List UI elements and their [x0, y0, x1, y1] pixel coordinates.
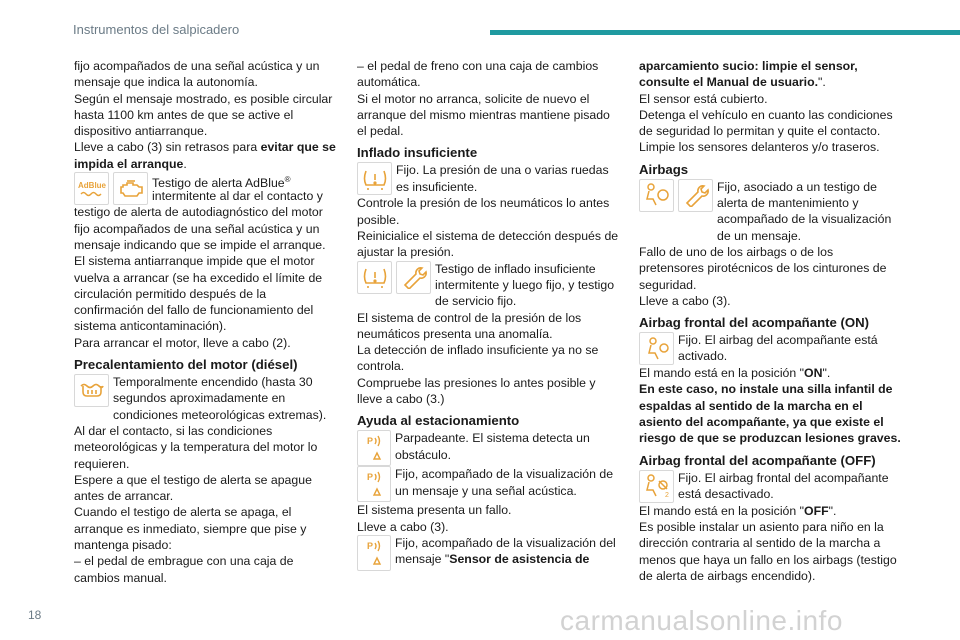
icon-group [357, 162, 392, 195]
tyre-fault-row [357, 261, 619, 310]
icon-group [357, 430, 391, 466]
parking-row-3 [357, 535, 619, 571]
icon-group [357, 535, 391, 571]
paragraph: – el pedal de embrague con una caja de cambios manual. [74, 554, 294, 585]
text: . [183, 156, 187, 171]
passenger-airbag-on-icon [639, 332, 674, 365]
paragraph: Cuando el testigo de alerta se apaga, el arranque es inmediato, siempre que pise y mantenga pisado: [74, 505, 307, 553]
paragraph: El sistema antiarranque impide que el motor vuelva a arrancar (se ha excedido el límite de circulación permitido después de la confirmación del fallo de funcionamiento del sistema anticontaminación). [74, 254, 323, 334]
adblue-icon [74, 172, 109, 205]
tyre-pressure-icon [357, 261, 392, 294]
paragraph: Al dar el contacto, si las condiciones meteorológicas y la temperatura del motor lo requieren. [74, 423, 318, 471]
bold-text: ON [804, 366, 823, 381]
section-heading: Inflado insuficiente [357, 145, 478, 161]
column-1 [74, 58, 336, 586]
airbag-off-row [639, 470, 901, 503]
paragraph: La detección de inflado insuficiente ya no se controla. [357, 343, 599, 374]
tyre-pressure-icon [357, 162, 392, 195]
paragraph: El sistema presenta un fallo. [357, 503, 512, 518]
icon-group [357, 261, 431, 294]
parking-sensor-icon [357, 430, 391, 466]
icon-group [639, 179, 713, 212]
airbag-row [639, 179, 901, 244]
paragraph [639, 58, 901, 91]
parking-description: Parpadeante. El sistema detecta un obstáculo. [395, 431, 590, 462]
passenger-airbag-off-icon [639, 470, 674, 503]
tyre-pressure-row [357, 162, 619, 195]
text: ". [822, 366, 831, 381]
section-heading: Airbags [639, 161, 689, 177]
paragraph: – el pedal de freno con una caja de cambios automática. [357, 59, 599, 90]
paragraph: Si el motor no arranca, solicite de nuevo el arranque del mismo mientras mantiene pisado el pedal. [357, 91, 610, 139]
parking-row-2 [357, 466, 619, 502]
section-heading: Precalentamiento del motor (diésel) [74, 357, 298, 373]
glow-plug-icon [74, 374, 109, 407]
parking-sensor-icon [357, 535, 391, 571]
section-heading: Airbag frontal del acompañante (OFF) [639, 452, 876, 468]
svg-text:2: 2 [664, 492, 669, 500]
tyre-fault-description: Testigo de inflado insuficiente intermitente y luego fijo, y testigo de servicio fijo. [435, 261, 615, 309]
paragraph: El sistema de control de la presión de los neumáticos presenta una anomalía. [357, 310, 582, 341]
text: Fijo, acompañado de la visualización del mensaje " [395, 535, 616, 567]
bold-text: evitar que se impida el arranque [74, 140, 336, 171]
paragraph: Según el mensaje mostrado, es posible circular hasta 1100 km antes de que se active el dispositivo antiarranque. [74, 91, 333, 139]
paragraph [74, 139, 336, 172]
column-3 [639, 58, 901, 584]
text: El mando está en la posición " [639, 503, 805, 518]
service-wrench-icon [396, 261, 431, 294]
paragraph [639, 503, 901, 519]
column-2 [357, 58, 619, 571]
airbag-icon [639, 179, 674, 212]
bold-text: Sensor de asistencia de [449, 552, 590, 567]
paragraph: Para arrancar el motor, lleve a cabo (2). [74, 335, 291, 350]
airbag-on-row [639, 332, 901, 365]
page-number: 18 [28, 608, 42, 622]
parking-sensor-icon [357, 466, 391, 502]
bold-text: En este caso, no instale una silla infantil de espaldas al sentido de la marcha en el asiento del acompañante, ya que existe el riesgo de que se produzcan lesiones graves. [639, 382, 901, 446]
text: ". [818, 75, 826, 90]
bold-text: aparcamiento sucio: limpie el sensor, consulte el Manual de usuario. [639, 59, 858, 90]
section-heading: Airbag frontal del acompañante (ON) [639, 315, 870, 331]
svg-text:P: P [367, 540, 374, 551]
icon-group [74, 374, 109, 407]
text: Lleve a cabo (3) sin retrasos para [74, 140, 261, 155]
paragraph: Fallo de uno de los airbags o de los pretensores pirotécnicos de los cinturones de seguridad. [639, 244, 887, 292]
airbag-off-description: Fijo. El airbag frontal del acompañante está desactivado. [678, 470, 889, 501]
registered-mark: ® [284, 175, 291, 185]
tyre-description: Fijo. La presión de una o varias ruedas es insuficiente. [396, 163, 609, 194]
adblue-icon-label: AdBlue [77, 180, 106, 190]
svg-text:P: P [367, 436, 374, 447]
paragraph: Compruebe las presiones lo antes posible y lleve a cabo (3.) [357, 375, 596, 407]
paragraph: Reinicialice el sistema de detección después de ajustar la presión. [357, 229, 619, 260]
text: Testigo de alerta AdBlue [152, 176, 285, 191]
engine-warning-icon [113, 172, 148, 205]
icon-group [639, 332, 674, 365]
preheat-description: Temporalmente encendido (hasta 30 segundos aproximadamente en condiciones meteorológicas extremas). [113, 375, 327, 422]
icon-group [74, 172, 148, 205]
paragraph: intermitente al dar el contacto y testigo de alerta de autodiagnóstico del motor fijo acompañados de una señal acústica y un mensaje indicando que se impide el arranque. [74, 189, 326, 252]
paragraph: Lleve a cabo (3). [639, 293, 731, 308]
paragraph: fijo acompañados de una señal acústica y un mensaje que indica la autonomía. [74, 59, 320, 90]
icon-group [357, 466, 391, 502]
airbag-on-description: Fijo. El airbag del acompañante está activado. [678, 333, 878, 364]
preheat-row [74, 374, 336, 423]
icon-group [639, 470, 674, 503]
text: El mando está en la posición " [639, 366, 805, 381]
header-title: Instrumentos del salpicadero [73, 22, 240, 37]
parking-description: Fijo, acompañado de la visualización de un mensaje y una señal acústica. [395, 467, 614, 498]
paragraph: El sensor está cubierto. [639, 91, 768, 106]
warning-paragraph [639, 381, 901, 446]
header-rule [490, 30, 960, 35]
bold-text: OFF [804, 503, 829, 518]
svg-text:P: P [367, 472, 374, 483]
paragraph: Es posible instalar un asiento para niño en la dirección contraria al sentido de la marcha a menos que haya un fallo en los airbags (testigo de alerta de airbags encendido). [639, 519, 897, 583]
parking-row-1 [357, 430, 619, 466]
paragraph: Limpie los sensores delanteros y/o traseros. [639, 140, 880, 155]
service-wrench-icon [678, 179, 713, 212]
airbag-description: Fijo, asociado a un testigo de alerta de mantenimiento y acompañado de la visualización de un mensaje. [717, 179, 892, 243]
text: ". [828, 503, 837, 518]
paragraph: Espere a que el testigo de alerta se apague antes de arrancar. [74, 472, 312, 504]
paragraph: Controle la presión de los neumáticos lo antes posible. [357, 196, 610, 227]
parking-description [395, 535, 619, 568]
paragraph: Lleve a cabo (3). [357, 519, 449, 534]
paragraph [639, 365, 901, 381]
paragraph: Detenga el vehículo en cuanto las condiciones de seguridad lo permitan y quite el contacto. [639, 107, 893, 139]
watermark: carmanualsonline.info [560, 605, 843, 636]
section-heading: Ayuda al estacionamiento [357, 413, 520, 429]
